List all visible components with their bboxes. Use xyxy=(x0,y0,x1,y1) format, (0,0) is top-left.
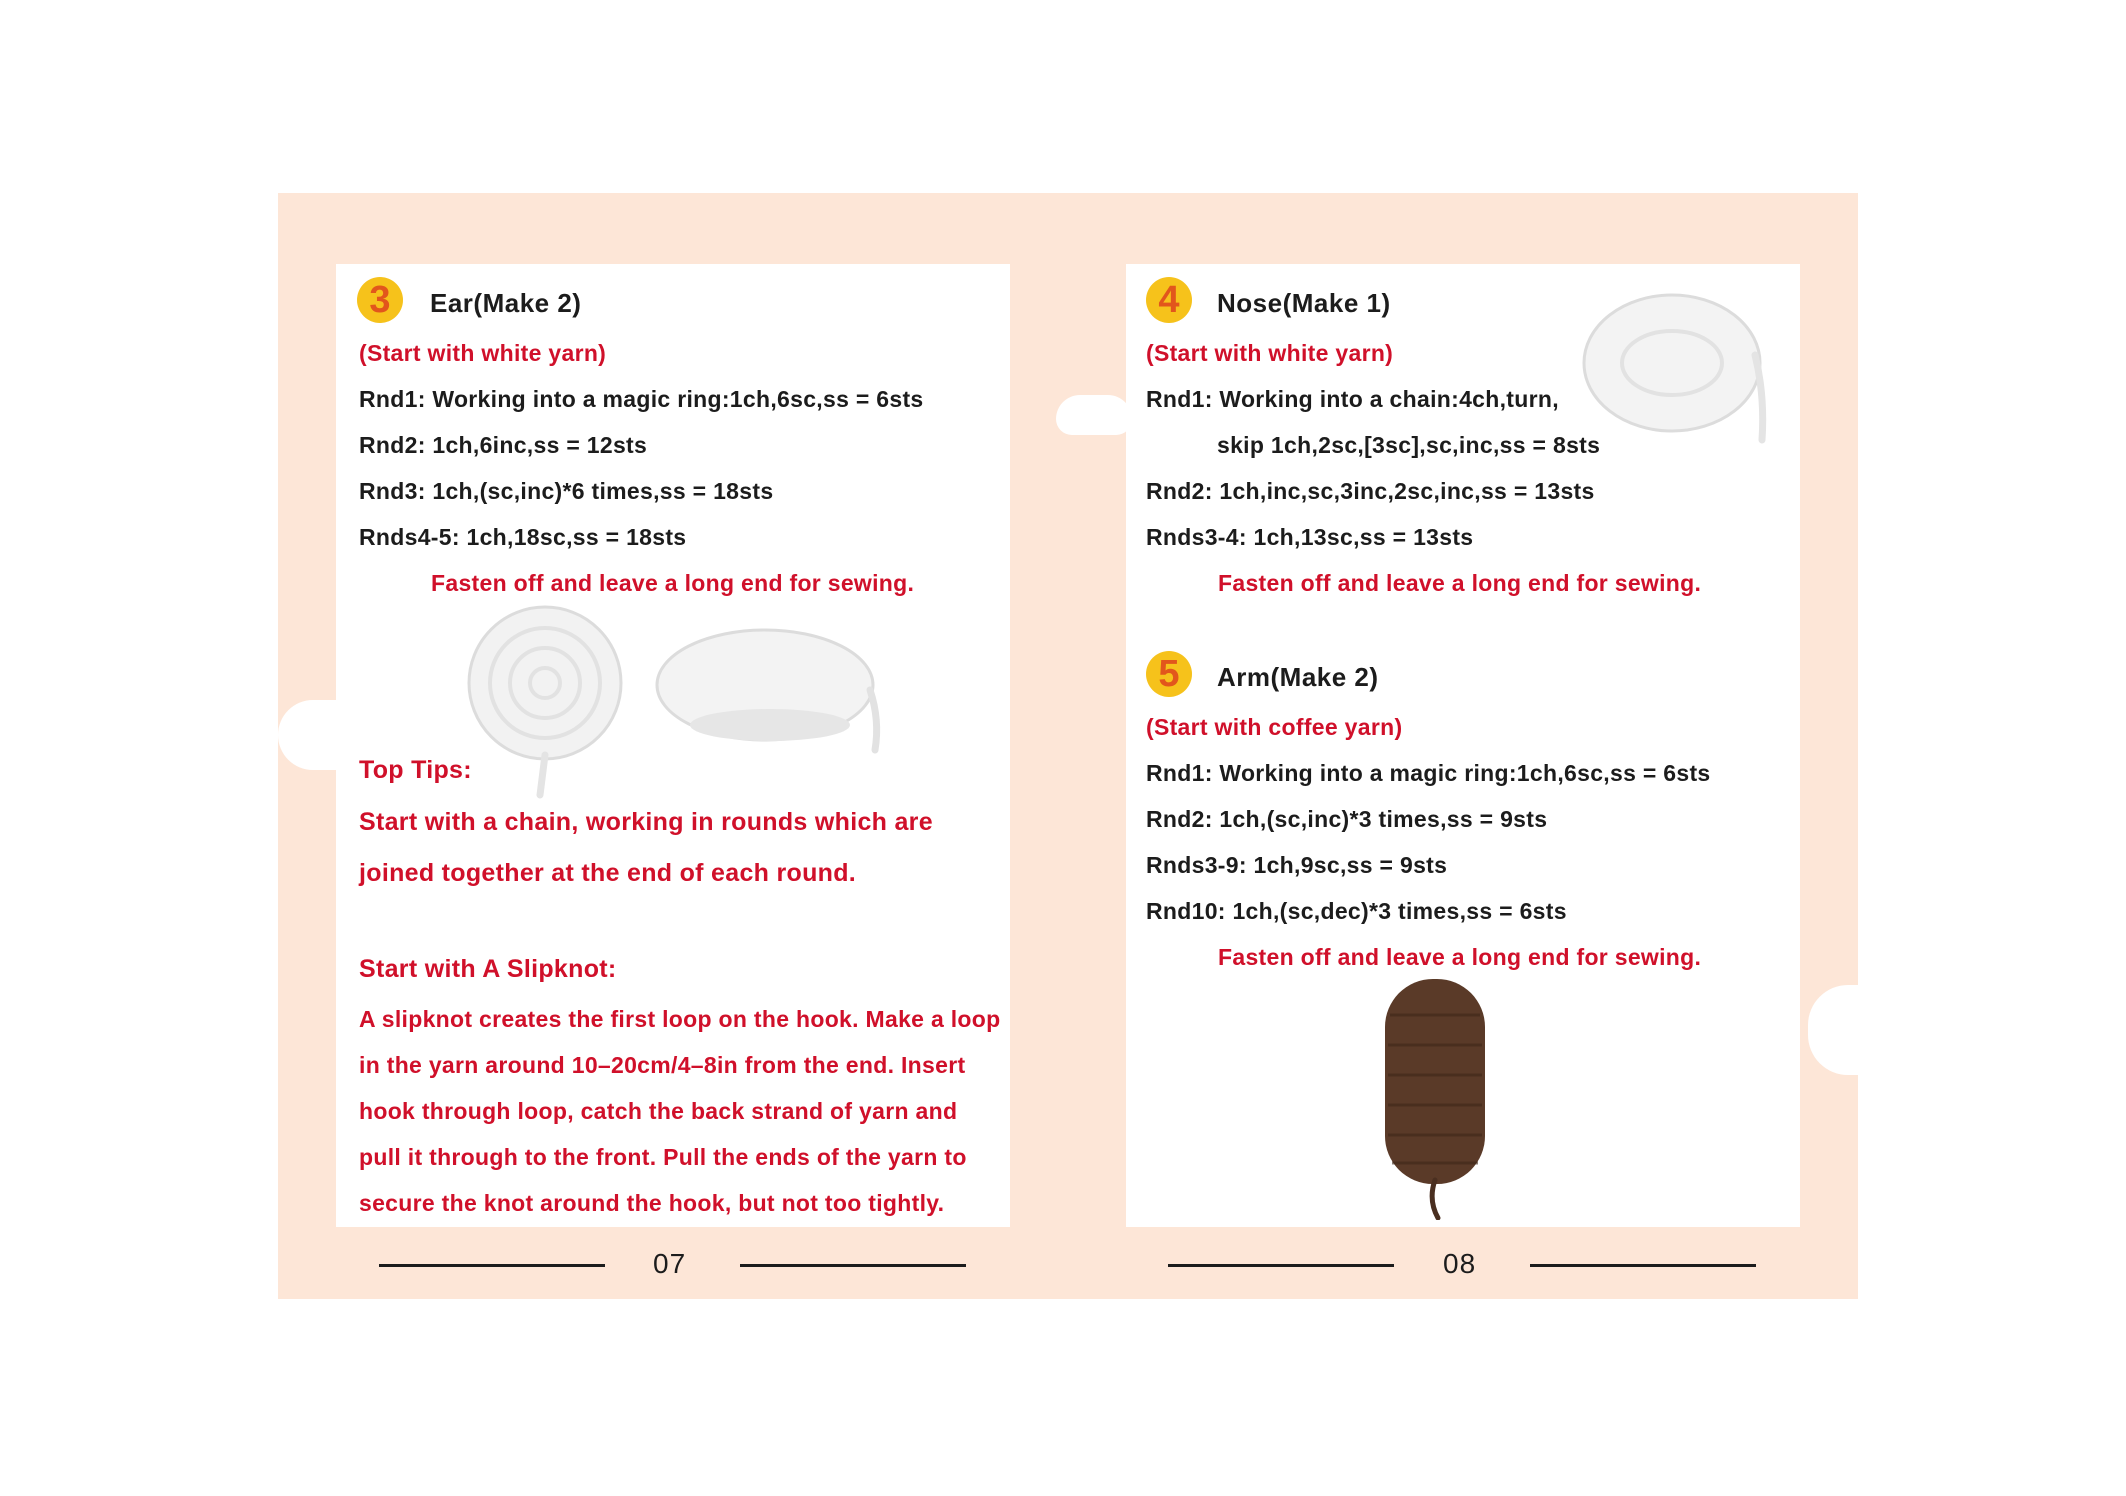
nose-round-3-4: Rnds3-4: 1ch,13sc,ss = 13sts xyxy=(1146,524,1474,550)
page-number-07: 07 xyxy=(653,1248,687,1279)
nose-start-note: (Start with white yarn) xyxy=(1146,340,1394,366)
slipknot-line-2: in the yarn around 10–20cm/4–8in from the end. Insert xyxy=(359,1052,966,1078)
nose-round-1-cont: skip 1ch,2sc,[3sc],sc,inc,ss = 8sts xyxy=(1217,432,1601,458)
arm-round-1: Rnd1: Working into a magic ring:1ch,6sc,ss = 6sts xyxy=(1146,760,1711,786)
arm-title: Arm(Make 2) xyxy=(1217,662,1379,692)
arm-round-3-9: Rnds3-9: 1ch,9sc,ss = 9sts xyxy=(1146,852,1448,878)
slipknot-line-5: secure the knot around the hook, but not too tightly. xyxy=(359,1190,945,1216)
step-3-badge: 3 xyxy=(357,277,403,323)
nose-round-1: Rnd1: Working into a chain:4ch,turn, xyxy=(1146,386,1559,412)
ear-round-3: Rnd3: 1ch,(sc,inc)*6 times,ss = 18sts xyxy=(359,478,774,504)
slipknot-line-4: pull it through to the front. Pull the ends of the yarn to xyxy=(359,1144,967,1170)
tips-title: Top Tips: xyxy=(359,756,472,784)
footer-rule-right-b xyxy=(1530,1264,1756,1267)
arm-round-2: Rnd2: 1ch,(sc,inc)*3 times,ss = 9sts xyxy=(1146,806,1548,832)
nose-round-2: Rnd2: 1ch,inc,sc,3inc,2sc,inc,ss = 13sts xyxy=(1146,478,1595,504)
page-number-08: 08 xyxy=(1443,1248,1477,1279)
cloud-middle xyxy=(1056,395,1132,435)
tips-line-2: joined together at the end of each round. xyxy=(359,859,857,887)
footer-rule-left-b xyxy=(740,1264,966,1267)
footer-rule-right-a xyxy=(1168,1264,1394,1267)
ear-title: Ear(Make 2) xyxy=(430,288,582,318)
arm-start-note: (Start with coffee yarn) xyxy=(1146,714,1403,740)
nose-title: Nose(Make 1) xyxy=(1217,288,1391,318)
slipknot-line-3: hook through loop, catch the back strand of yarn and xyxy=(359,1098,958,1124)
arm-photo xyxy=(1380,975,1490,1220)
ear-start-note: (Start with white yarn) xyxy=(359,340,607,366)
nose-fasten-note: Fasten off and leave a long end for sewing. xyxy=(1218,570,1702,596)
arm-fasten-note: Fasten off and leave a long end for sewing. xyxy=(1218,944,1702,970)
arm-round-10: Rnd10: 1ch,(sc,dec)*3 times,ss = 6sts xyxy=(1146,898,1567,924)
footer-rule-left-a xyxy=(379,1264,605,1267)
step-5-badge: 5 xyxy=(1146,651,1192,697)
ear-round-1: Rnd1: Working into a magic ring:1ch,6sc,ss = 6sts xyxy=(359,386,924,412)
ear-round-2: Rnd2: 1ch,6inc,ss = 12sts xyxy=(359,432,648,458)
nose-photo xyxy=(1580,285,1780,445)
slipknot-title: Start with A Slipknot: xyxy=(359,955,617,983)
slipknot-line-1: A slipknot creates the first loop on the hook. Make a loop xyxy=(359,1006,1001,1032)
ear-round-4-5: Rnds4-5: 1ch,18sc,ss = 18sts xyxy=(359,524,687,550)
step-4-badge: 4 xyxy=(1146,277,1192,323)
tips-line-1: Start with a chain, working in rounds which are xyxy=(359,808,933,836)
ear-photo xyxy=(460,600,890,800)
ear-fasten-note: Fasten off and leave a long end for sewing. xyxy=(431,570,915,596)
